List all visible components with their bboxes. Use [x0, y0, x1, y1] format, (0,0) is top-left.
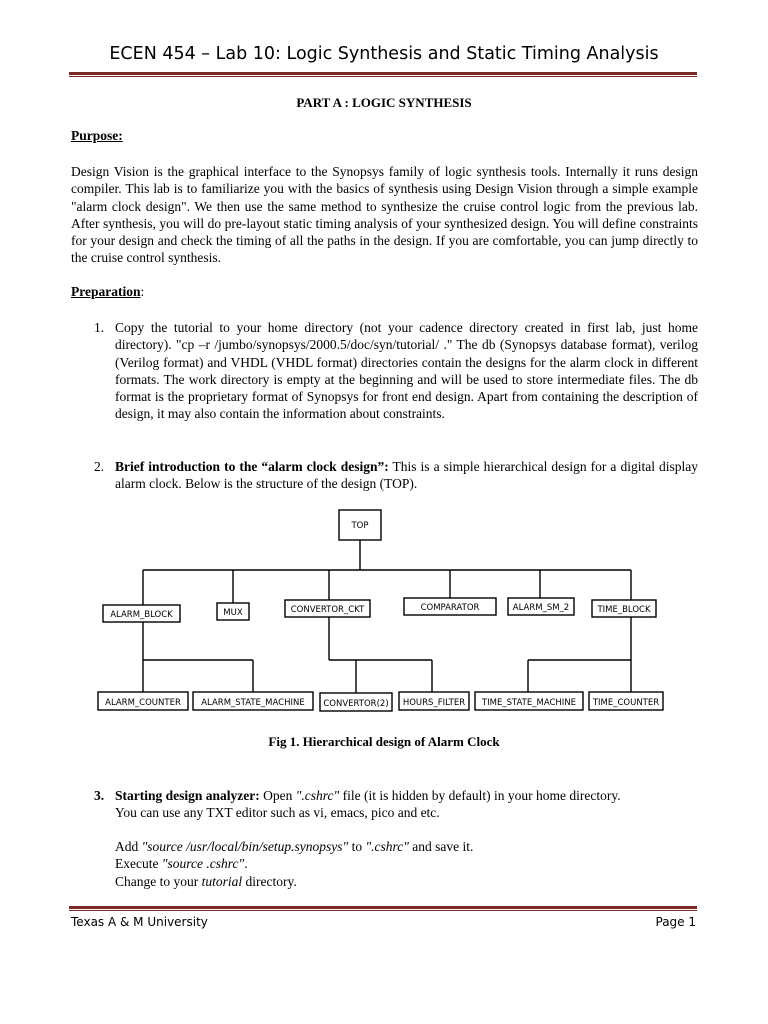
- hierarchy-diagram: [0, 500, 768, 720]
- purpose-text: Design Vision is the graphical interface to the Synopsys family of logic synthesis tools. Internally it runs design compiler. This lab is to familiarize you with the basics of synthesis using Design Vision through a simple example "alarm clock design". We then use the same method to synthesize the cruise control logic from the previous lab. After synthesis, you will do pre-layout static timing analysis of your synthesized design. You will define constraints for your design and check the timing of all the paths in the design. If you are comfortable, you can jump directly to the cruise control synthesis.: [71, 164, 698, 266]
- diagram-label: TIME_COUNTER: [592, 698, 660, 708]
- text-run: Open: [259, 788, 296, 803]
- diagram-label: TIME_BLOCK: [597, 605, 651, 615]
- text-run: directory.: [242, 873, 297, 889]
- text-run: Add: [115, 839, 142, 854]
- list-item-1: [94, 319, 698, 423]
- list-item-text: Copy the tutorial to your home directory (not your cadence directory created in first lab, just home directory). "cp –r /jumbo/synopsys/2000.5/doc/syn/tutorial/ ." The db (Synopsys database format), verilog (Verilog format) and VHDL (VHDL format) directories contain the designs for the alarm clock in different formats. The work directory is empty at the beginning and will be used to store intermediate files. The db format is the proprietary format of Synopsys for front end design. Apart from containing the description of design, it may also contain the information about constraints.: [115, 320, 698, 422]
- preparation-heading-colon: :: [140, 284, 145, 299]
- text-run: You can use any TXT editor such as vi, emacs, pico and etc.: [115, 805, 440, 821]
- list-item-text: [115, 458, 698, 493]
- footer-rule: [69, 906, 697, 911]
- command-source: "source /usr/local/bin/setup.synopsys": [141, 839, 349, 854]
- list-item-2: [94, 458, 698, 493]
- text-run: .: [244, 856, 248, 872]
- header-title: ECEN 454 – Lab 10: Logic Synthesis and Static Timing Analysis: [109, 44, 659, 64]
- diagram-label: ALARM_SM_2: [512, 603, 570, 613]
- step3-instructions: [115, 838, 698, 890]
- list-item-bold: Brief introduction to the “alarm clock design”:: [115, 459, 389, 474]
- diagram-label: CONVERTOR(2): [323, 699, 389, 709]
- directory-name: tutorial: [201, 873, 243, 889]
- diagram-label: MUX: [223, 608, 243, 618]
- filename-cshrc: ".cshrc": [365, 839, 409, 854]
- list-item-bold: Starting design analyzer:: [115, 788, 260, 803]
- command-execute: "source .cshrc": [161, 856, 245, 872]
- filename-cshrc: ".cshrc": [295, 788, 340, 803]
- header-rule: [69, 72, 697, 77]
- figure-caption: Fig 1. Hierarchical design of Alarm Clock: [268, 734, 500, 749]
- preparation-heading-label: Preparation: [71, 284, 141, 299]
- text-run: file (it is hidden by default) in your home directory.: [339, 788, 621, 803]
- list-item-number: 2.: [94, 459, 105, 474]
- execute-line: [115, 855, 698, 872]
- part-title: PART A : LOGIC SYNTHESIS: [296, 95, 472, 110]
- preparation-heading: [71, 284, 144, 300]
- list-item-number: 3.: [94, 788, 105, 803]
- text-run: and save it.: [408, 839, 474, 854]
- diagram-label: COMPARATOR: [420, 603, 480, 613]
- text-run: Execute: [115, 856, 162, 872]
- footer-page-number: Page 1: [655, 915, 696, 929]
- diagram-label: ALARM_COUNTER: [105, 698, 181, 708]
- purpose-heading: Purpose:: [71, 128, 123, 143]
- diagram-label: ALARM_STATE_MACHINE: [201, 698, 305, 708]
- diagram-label-top: TOP: [351, 521, 369, 531]
- text-run: to: [348, 839, 366, 854]
- text-run: Change to your: [115, 873, 202, 889]
- diagram-label: TIME_STATE_MACHINE: [481, 698, 577, 708]
- footer-university: Texas A & M University: [71, 915, 208, 929]
- list-item-rest: This is a simple hierarchical design for a digital display alarm clock. Below is the structure of the design (TOP).: [115, 459, 698, 492]
- list-item-text: [115, 787, 698, 822]
- list-item-3: [94, 787, 698, 822]
- diagram-label: CONVERTOR_CKT: [290, 605, 365, 615]
- add-line: [115, 838, 698, 855]
- change-line: [115, 873, 698, 890]
- list-item-number: 1.: [94, 320, 105, 335]
- diagram-label: HOURS_FILTER: [402, 698, 466, 708]
- diagram-label: ALARM_BLOCK: [110, 610, 173, 620]
